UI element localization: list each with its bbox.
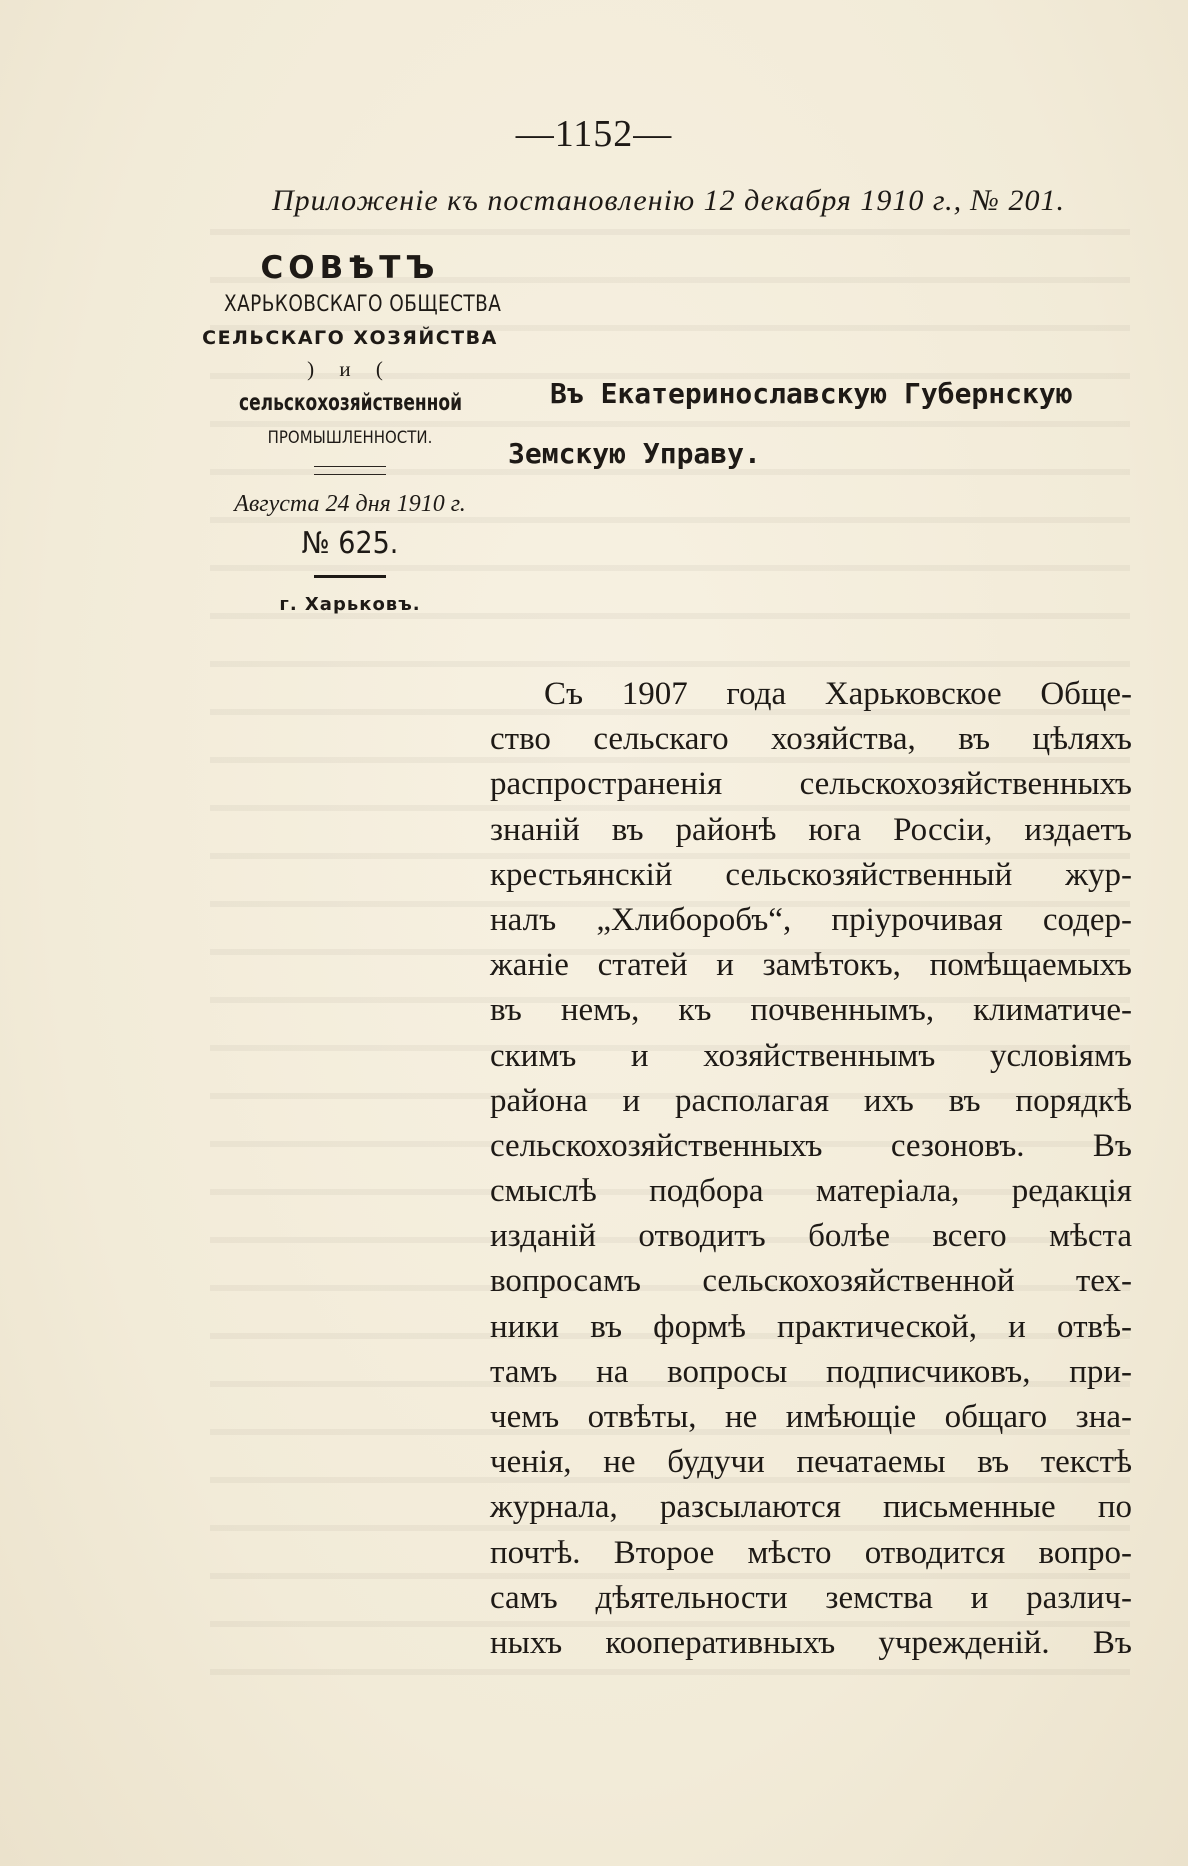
body-line: сельскохозяйственныхъ сезоновъ. Въ [490,1127,1132,1164]
body-line: смыслѣ подбора матерiала, редакцiя [490,1173,1132,1210]
body-line: самъ дѣятельности земства и различ- [490,1579,1132,1616]
body-line: въ немъ, къ почвеннымъ, климатиче- [490,992,1132,1029]
body-line: ство сельскаго хозяйства, въ цѣляхъ [490,721,1132,758]
body-line: района и располагая ихъ въ порядкѣ [490,1082,1132,1119]
letterhead-and: ) и ( [307,357,393,381]
body-line: журнала, разсылаются письменные по [490,1489,1132,1526]
body-line: изданiй отводитъ болѣе всего мѣста [490,1218,1132,1255]
page-number: —1152— [515,113,673,155]
letterhead-date: Августа 24 дня 1910 г. [234,491,466,517]
body-line: тамъ на вопросы подписчиковъ, при- [490,1353,1132,1390]
body-line: знанiй въ районѣ юга Россiи, издаетъ [490,811,1132,848]
appendix-heading: Приложенiе къ постановленiю 12 декабря 1910 г., № 201. [272,184,1065,217]
addressee [508,364,1138,484]
double-rule-divider [314,466,386,475]
letterhead [200,250,500,615]
letterhead-industry: ПРОМЫШЛЕННОСТИ. [267,428,433,448]
addressee-line-2: Земскую Управу. [508,437,761,470]
letterhead-number: № 625. [301,526,399,561]
body-line: распространенiя сельскохозяйственныхъ [490,766,1132,803]
body-line: чемъ отвѣты, не имѣющiе общаго зна- [490,1399,1132,1435]
body-line: налъ „Хлиборобъ“, прiурочивая содер- [490,901,1132,938]
letterhead-city: г. Харьковъ. [279,594,421,615]
body-line: скимъ и хозяйственнымъ условiямъ [490,1037,1132,1074]
letterhead-industry-type: сельскохозяйственной [239,390,463,416]
body-line: почтѣ. Второе мѣсто отводится вопро- [490,1534,1132,1571]
body-line: Съ 1907 года Харьковское Обще- [544,676,1132,712]
letterhead-agriculture: СЕЛЬСКАГО ХОЗЯЙСТВА [202,327,498,349]
body-text [490,672,1132,1666]
body-line: ченiя, не будучи печатаемы въ текстѣ [490,1444,1132,1481]
letterhead-council: СОВѢТЪ [260,250,440,286]
single-rule-divider [314,575,386,578]
body-line: ники въ формѣ практической, и отвѣ- [490,1308,1132,1345]
body-line: вопросамъ сельскохозяйственной тех- [490,1263,1132,1300]
body-line: жанiе статей и замѣтокъ, помѣщаемыхъ [490,947,1132,984]
body-line: крестьянскiй сельскозяйственный жур- [490,856,1132,893]
body-line: ныхъ кооперативныхъ учрежденiй. Въ [490,1624,1132,1661]
letterhead-society: ХАРЬКОВСКАГО ОБЩЕСТВА [224,292,502,317]
addressee-line-1: Въ Екатеринославскую Губернскую [550,377,1073,410]
